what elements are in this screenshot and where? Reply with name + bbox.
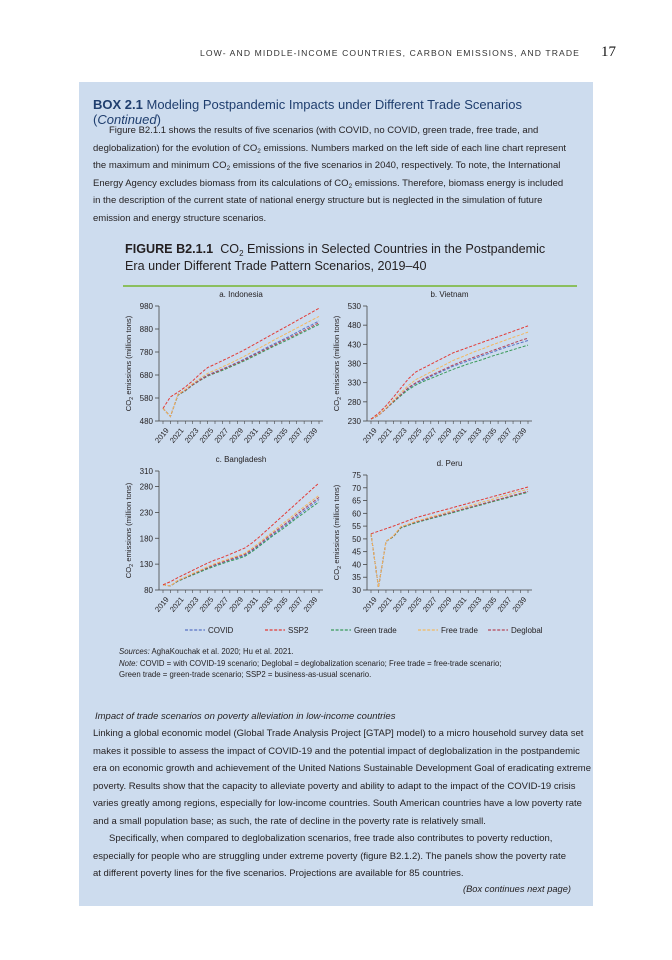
figure-sources: Sources: AghaKouchak et al. 2020; Hu et al. 2021. Note: COVID = with COVID-19 scenario; Deglobal = deglobalization scenario; Free trade = free-trade scenario; Green trade = green-trade scenario; SSP2 = business-as-usual scenario.: [119, 647, 502, 680]
panel-2-xtick-label: 2023: [390, 426, 409, 445]
panel-2-xtick-label: 2035: [480, 426, 499, 445]
body-line-1: Linking a global economic model (Global Trade Analysis Project [GTAP] model) to a micro household survey data set: [93, 728, 584, 739]
running-head-text: LOW- AND MIDDLE-INCOME COUNTRIES, CARBON EMISSIONS, AND TRADE: [199, 48, 580, 58]
panel-2-xtick-label: 2021: [376, 426, 394, 445]
intro-line-4: Energy Agency excludes biomass from its calculations of $CO_2$ emissions. Therefore, biomass energy is included: [93, 178, 564, 190]
panel-3-ylabel: $CO_2$ emissions (million tons): [124, 482, 135, 579]
panel-2-series-covid: [371, 341, 528, 420]
panel-4-series-green-trade: [371, 492, 528, 587]
panel-2-ytick-label: 380: [347, 359, 361, 369]
panel-3-series-ssp2: [163, 483, 319, 585]
panel-1-xtick-label: 2039: [301, 426, 320, 445]
body-line-3: era on economic growth and achievement of the United Nations Sustainable Development Goal of eradicating extreme: [93, 763, 591, 774]
body-line-8: especially for people who are struggling under extreme poverty (figure B2.1.2). The panels show the poverty rate: [93, 851, 566, 862]
panel-2-ytick-label: 330: [347, 378, 361, 388]
panel-2-xtick-label: 2033: [465, 426, 484, 445]
panel-3-ytick-label: 180: [139, 534, 153, 544]
panel-2-series-green-trade: [371, 345, 528, 419]
panel-4-ytick-label: 60: [352, 509, 361, 519]
panel-3-title: c. Bangladesh: [215, 455, 267, 464]
panel-2-xtick-label: 2031: [450, 426, 469, 445]
panel-1-xtick-label: 2037: [286, 426, 305, 445]
panel-2-xtick-label: 2025: [405, 426, 424, 445]
panel-3-xtick-label: 2019: [153, 595, 171, 614]
panel-1-series-deglobal: [163, 323, 319, 417]
box-continues: (Box continues next page): [462, 884, 571, 894]
panel-4-series-covid: [371, 492, 528, 588]
box-title-end: ): [156, 112, 161, 127]
panel-4-xtick-label: 2039: [510, 595, 529, 614]
panel-1-ytick-label: 780: [139, 348, 153, 357]
panel-4-xtick-label: 2023: [390, 595, 409, 614]
panel-4-series-free-trade: [371, 489, 528, 587]
panel-3-xtick-label: 2021: [167, 595, 186, 614]
panel-4-xtick-label: 2027: [420, 595, 439, 614]
figure-title-line2: Era under Different Trade Pattern Scenarios, 2019–40: [125, 259, 427, 273]
panel-3-xtick-label: 2027: [212, 595, 231, 614]
panel-3-xtick-label: 2023: [182, 595, 201, 614]
box-title-text: Modeling Postpandemic Impacts under Different Trade Scenarios (: [93, 97, 522, 127]
panel-1-ytick-label: 580: [139, 394, 153, 403]
panel-4-ytick-label: 30: [352, 586, 361, 595]
panel-4-ytick-label: 35: [352, 573, 361, 583]
panel-1-xtick-label: 2019: [153, 426, 171, 445]
panel-3-xtick-label: 2035: [271, 595, 290, 614]
panel-4-xtick-label: 2033: [465, 595, 484, 614]
panel-1-ytick-label: 880: [139, 325, 153, 334]
panel-4-xtick-label: 2029: [435, 595, 454, 614]
panel-1-series-green-trade: [163, 324, 319, 416]
panel-1-ytick-label: 480: [139, 417, 153, 426]
panel-1-series-covid: [163, 321, 319, 417]
intro-line-3: the maximum and minimum $CO_2$ emissions of the five scenarios in 2040, respectively. To note, the International: [93, 160, 561, 172]
legend-label-deglobal: Deglobal: [511, 626, 543, 635]
panel-1-xtick-label: 2027: [212, 426, 231, 445]
panel-4-ytick-label: 75: [352, 471, 361, 480]
panel-4-xtick-label: 2019: [361, 595, 379, 614]
panel-1-ylabel: $CO_2$ emissions (million tons): [124, 315, 135, 412]
intro-line-5: in the description of the current state of national energy structure but is neglected in the simulation of future: [93, 195, 543, 206]
section-subhead: Impact of trade scenarios on poverty alleviation in low-income countries: [95, 711, 396, 722]
panel-3-ytick-label: 130: [139, 560, 153, 570]
panel-1-xtick-label: 2025: [197, 426, 216, 445]
figure-title: FIGURE B2.1.1 $CO_2$ Emissions in Selected Countries in the Postpandemic Era under Different Trade Pattern Scenarios, 2019–40: [125, 242, 546, 273]
panel-1-series-free-trade: [163, 316, 319, 416]
panel-3-ytick-label: 80: [144, 586, 153, 595]
panel-1-ytick-label: 680: [139, 371, 153, 380]
panel-1-xtick-label: 2021: [167, 426, 186, 445]
panel-4-ytick-label: 45: [352, 547, 361, 557]
panel-4-series-deglobal: [371, 491, 528, 587]
panel-3-series-covid: [163, 500, 319, 586]
panel-4-ytick-label: 40: [352, 560, 361, 570]
legend-label-free-trade: Free trade: [441, 626, 478, 635]
intro-line-6: emission and energy structure scenarios.: [93, 213, 267, 224]
panel-4-series-ssp2: [371, 487, 528, 534]
panel-2-xtick-label: 2029: [435, 426, 454, 445]
panel-1-xtick-label: 2023: [182, 426, 201, 445]
body-line-7: Specifically, when compared to deglobalization scenarios, free trade also contributes to poverty reduction,: [109, 833, 553, 844]
panel-3-series-free-trade: [163, 495, 319, 586]
panel-3-xtick-label: 2033: [257, 595, 275, 614]
panel-4-ytick-label: 55: [352, 522, 361, 532]
panel-4-xtick-label: 2031: [450, 595, 469, 614]
panel-4-xtick-label: 2025: [405, 595, 424, 614]
intro-line-2: deglobalization) for the evolution of $CO_2$ emissions. Numbers marked on the left side of each line chart represent: [93, 143, 567, 155]
body-line-4: poverty. Results show that the capacity to alleviate poverty and ability to adapt to the impact of the COVID-19 crisis: [93, 781, 576, 792]
body-line-5: varies greatly among regions, especially for low-income countries. South American countries have a low poverty rate: [93, 798, 582, 809]
panel-2-ytick-label: 430: [347, 340, 361, 350]
panel-2-title: b. Vietnam: [430, 290, 469, 299]
panel-1-title: a. Indonesia: [219, 290, 263, 299]
panel-3-xtick-label: 2031: [242, 595, 260, 614]
legend-label-covid: COVID: [208, 626, 234, 635]
panel-4-title: d. Peru: [436, 459, 463, 468]
panel-1-xtick-label: 2035: [271, 426, 290, 445]
panel-4-xtick-label: 2021: [376, 595, 394, 614]
legend-label-ssp2: SSP2: [288, 626, 309, 635]
box-label: BOX 2.1: [93, 97, 143, 112]
panel-1-xtick-label: 2033: [257, 426, 275, 445]
panel-3-xtick-label: 2037: [286, 595, 305, 614]
panel-2-ytick-label: 280: [347, 397, 361, 407]
panel-2-series-free-trade: [371, 332, 528, 419]
panel-4-ytick-label: 50: [352, 534, 361, 544]
panel-2-ytick-label: 480: [347, 321, 361, 331]
panel-3-ytick-label: 230: [139, 508, 153, 518]
panel-2-series-deglobal: [371, 338, 528, 419]
panel-2-ylabel: $CO_2$ emissions (million tons): [332, 315, 343, 412]
panel-2-ytick-label: 530: [347, 302, 361, 311]
panel-4-ylabel: $CO_2$ emissions (million tons): [332, 484, 343, 581]
panel-2-xtick-label: 2037: [495, 426, 514, 445]
panel-3-series-green-trade: [163, 502, 319, 586]
intro-line-1: Figure B2.1.1 shows the results of five scenarios (with COVID, no COVID, green trade, free trade, and: [109, 125, 539, 136]
panel-4-xtick-label: 2035: [480, 595, 499, 614]
panel-4-ytick-label: 70: [352, 483, 361, 493]
panel-3-xtick-label: 2039: [301, 595, 320, 614]
panel-2-xtick-label: 2019: [361, 426, 379, 445]
panel-3-series-deglobal: [163, 497, 319, 586]
body-line-2: makes it possible to assess the impact of COVID-19 and the potential impact of deglobalization in the postpandemic: [93, 746, 580, 757]
panel-4-ytick-label: 65: [352, 496, 361, 506]
panel-3-ytick-label: 310: [139, 467, 153, 476]
panel-4-xtick-label: 2037: [495, 595, 514, 614]
panel-2-xtick-label: 2039: [510, 426, 529, 445]
legend-label-green-trade: Green trade: [354, 626, 397, 635]
panel-1-ytick-label: 980: [139, 302, 153, 311]
box-title-italic: Continued: [97, 112, 157, 127]
panel-2-series-ssp2: [371, 326, 528, 419]
panel-3-xtick-label: 2025: [197, 595, 216, 614]
body-line-9: at different poverty lines for the five scenarios. Projections are available for 85 countries.: [93, 868, 464, 879]
panel-2-xtick-label: 2027: [420, 426, 439, 445]
figure-label: FIGURE B2.1.1: [125, 242, 214, 256]
panel-2-ytick-label: 230: [347, 417, 361, 426]
panel-1-xtick-label: 2029: [227, 426, 246, 445]
body-line-6: and a small population base; as such, the rate of decline in the poverty rate is relatively small.: [93, 816, 486, 827]
panel-3-xtick-label: 2029: [227, 595, 246, 614]
page-number: 17: [601, 44, 616, 60]
panel-3-ytick-label: 280: [139, 482, 153, 492]
panel-1-xtick-label: 2031: [242, 426, 260, 445]
